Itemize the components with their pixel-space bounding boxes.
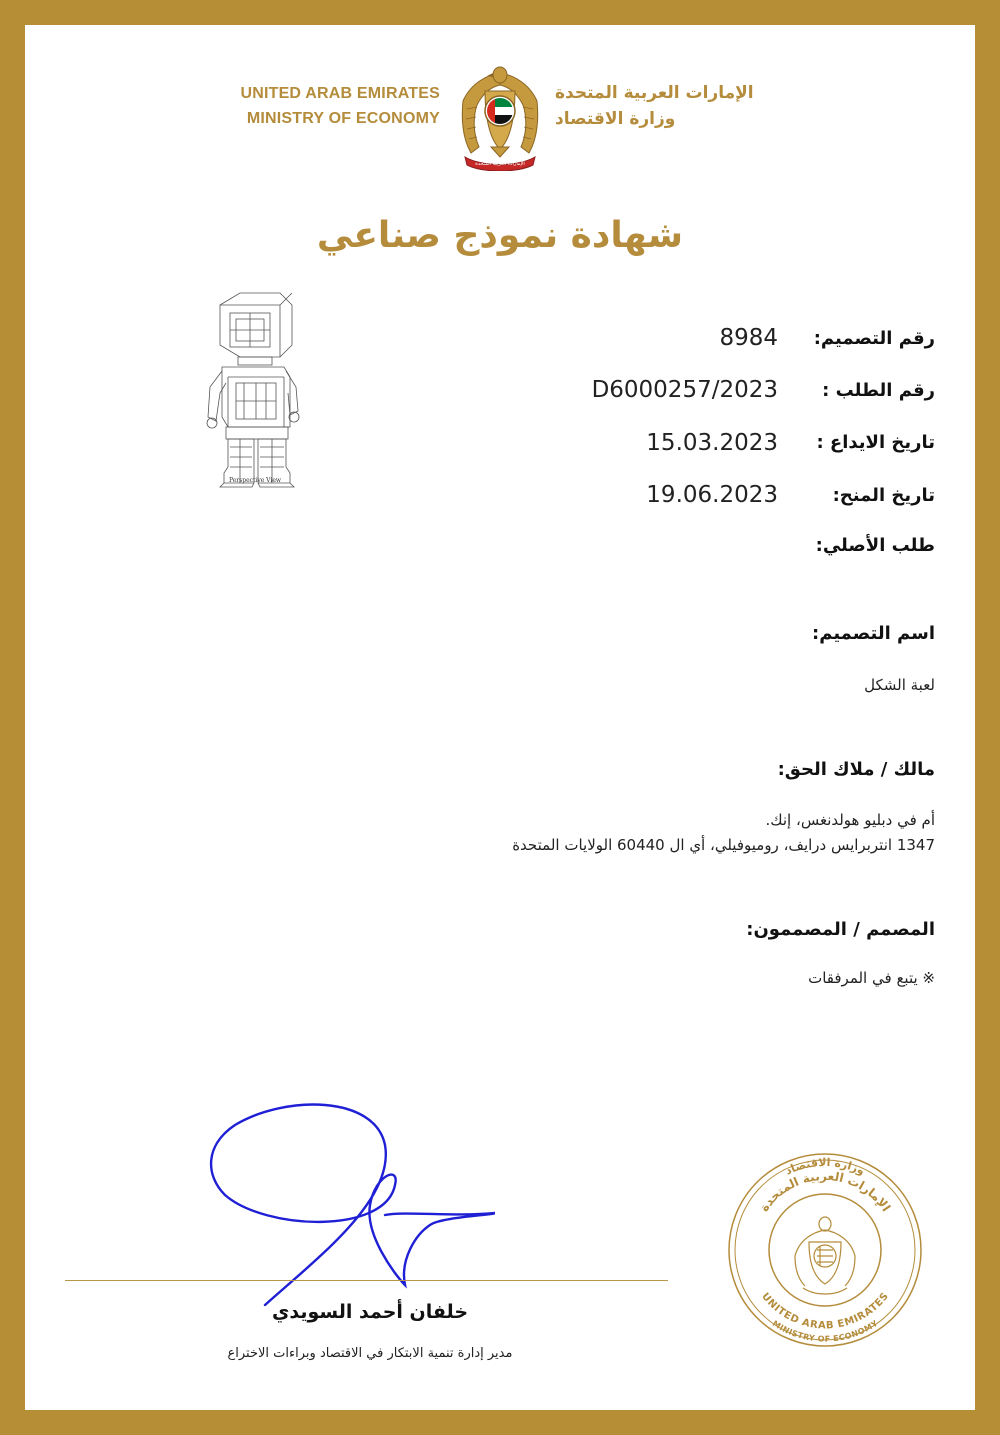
design-name-label: اسم التصميم: (812, 623, 935, 644)
emblem-ribbon-text: الإمارات العربية المتحدة (475, 161, 525, 167)
country-name-en: UNITED ARAB EMIRATES (240, 85, 440, 102)
seal-ministry-en: MINISTRY OF ECONOMY (770, 1318, 880, 1344)
grant-date-value: 19.06.2023 (646, 482, 778, 508)
owner-line-2: 1347 انتربرايس درايف، روميوفيلي، أي ال 60440 الولايات المتحدة (512, 836, 935, 854)
grant-date-label: تاريخ المنح: (832, 485, 935, 506)
ministry-name-en: MINISTRY OF ECONOMY (246, 110, 440, 127)
signatory-role: مدير إدارة تنمية الابتكار في الاقتصاد وبراءات الاختراع (227, 1346, 513, 1361)
owner-line-1: أم في دبليو هولدنغس، إنك. (765, 811, 935, 829)
filing-date-value: 15.03.2023 (646, 430, 778, 456)
seal-country-en: UNITED ARAB EMIRATES (759, 1291, 891, 1332)
designers-label: المصمم / المصممون: (746, 919, 935, 940)
design-name-value: لعبة الشكل (864, 676, 935, 694)
certificate-title: شهادة نموذج صناعي (316, 215, 684, 256)
seal-country-ar: الإمارات العربية المتحدة (756, 1168, 894, 1215)
filing-date-label: تاريخ الايداع : (816, 432, 935, 453)
figure-caption: Perspective View (228, 477, 282, 484)
seal-ministry-ar: وزارة الاقتصاد (783, 1155, 867, 1178)
owner-label: مالك / ملاك الحق: (777, 759, 935, 780)
application-number-value: D6000257/2023 (591, 377, 778, 403)
ministry-seal-stamp (725, 1150, 925, 1350)
uae-emblem-icon (457, 61, 543, 171)
country-name-ar: الإمارات العربية المتحدة (555, 83, 754, 103)
header-arabic (555, 80, 775, 132)
ministry-name-ar: وزارة الاقتصاد (555, 109, 676, 129)
design-drawing-figure (200, 287, 300, 492)
signature-line (65, 1280, 668, 1281)
original-application-label: طلب الأصلي: (815, 535, 935, 556)
certificate-sheet (25, 25, 975, 1410)
handwritten-signature (195, 1085, 495, 1325)
design-number-value: 8984 (719, 325, 778, 351)
header-english (225, 81, 440, 131)
application-number-label: رقم الطلب : (822, 380, 935, 401)
design-number-label: رقم التصميم: (813, 328, 935, 349)
designers-value: ※ يتبع في المرفقات (808, 969, 935, 987)
signatory-name: خلفان أحمد السويدي (271, 1301, 469, 1323)
